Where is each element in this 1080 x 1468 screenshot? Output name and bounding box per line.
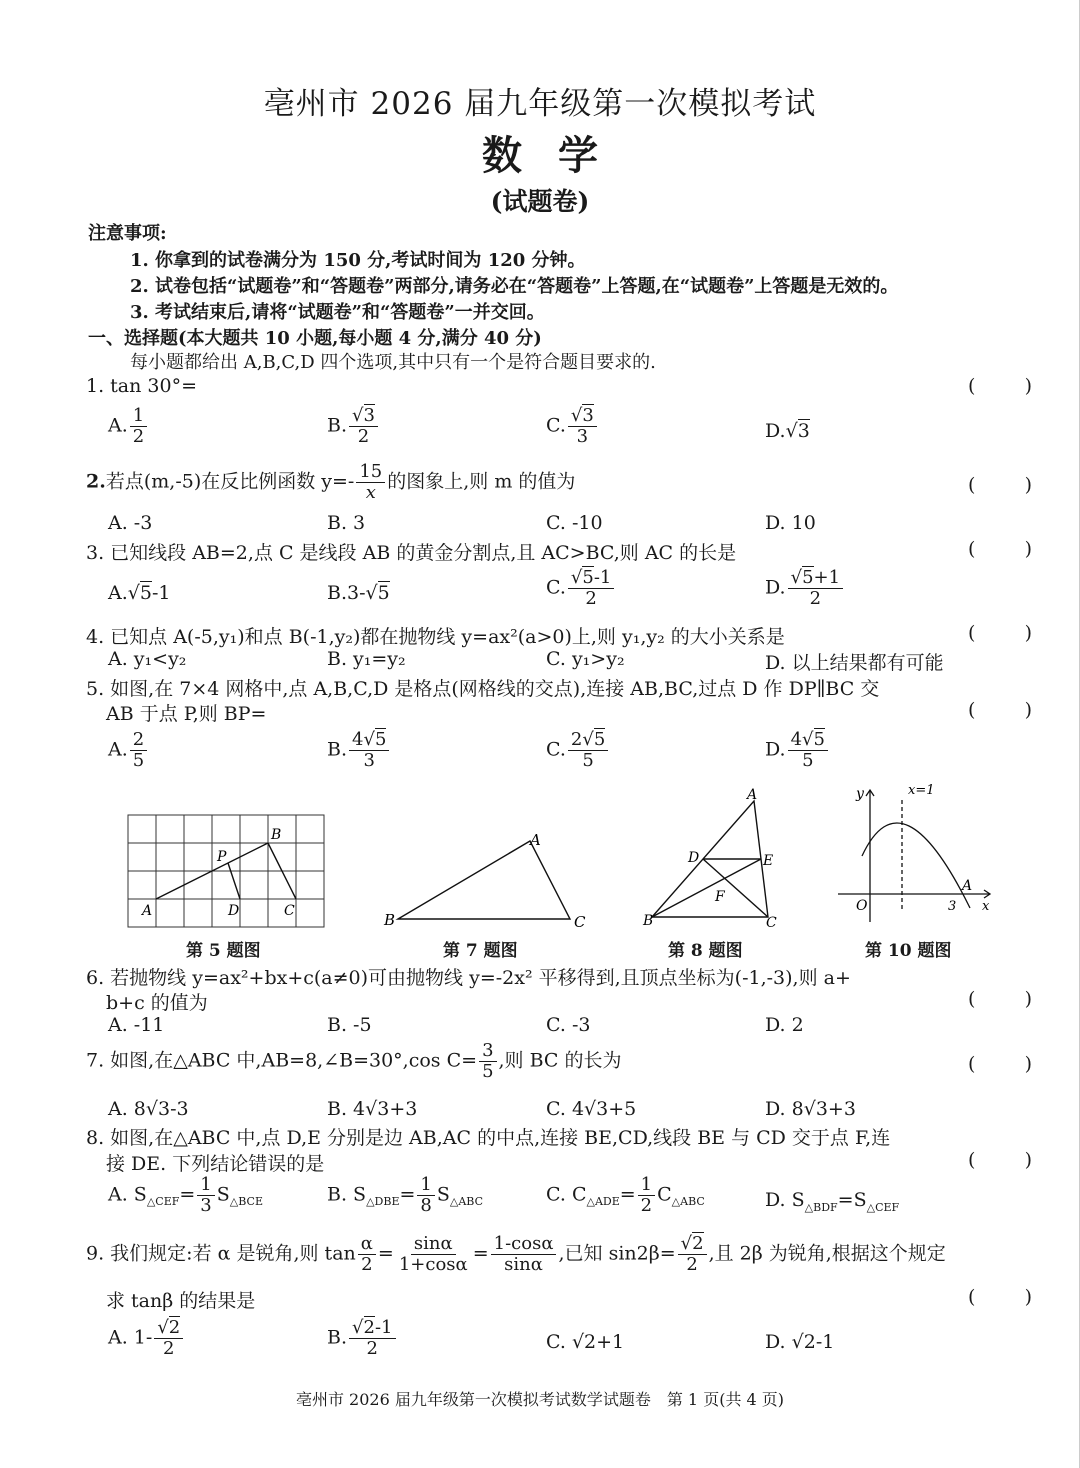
q8-stem-line2: 接 DE. 下列结论错误的是 [106, 1153, 325, 1175]
q4-answer-paren: ( ) [968, 622, 1032, 644]
q9-option-c: C. √2+1 [546, 1331, 625, 1353]
paper-type: (试题卷) [490, 187, 590, 216]
fig8-segment-be [652, 859, 761, 917]
fig10-label-o: O [856, 898, 868, 914]
fig8-label-a: A [747, 787, 758, 803]
fig10-parabola-curve [862, 823, 973, 908]
q1-option-c: C. $\frac{√3}{3}$ [546, 406, 599, 447]
q7-option-c: C. 4√3+5 [546, 1098, 637, 1120]
q2-option-a: A. -3 [108, 512, 153, 534]
q6-option-b: B. -5 [327, 1014, 372, 1036]
q8-option-a: A. $S_{\triangle CEF}=$ $\frac{1}{3}$ $S_{\triangle BCE}$ [108, 1174, 263, 1216]
q4-option-d: D. 以上结果都有可能 [765, 652, 944, 674]
q2-option-b: B. 3 [327, 512, 366, 534]
fig5-label-b: B [271, 827, 282, 843]
fig10-label-a: A [962, 878, 973, 894]
q2-stem: 2.若点(m,-5)在反比例函数 y=- $\frac{15}{x}$ 的图象上,则 m 的值为 [86, 461, 576, 503]
fig10-label-y: y [856, 786, 864, 802]
q5-stem-line2: AB 于点 P,则 BP= [106, 703, 267, 725]
q5-answer-paren: ( ) [968, 699, 1032, 721]
q6-answer-paren: ( ) [968, 988, 1032, 1010]
notice-item-2: 2. 试卷包括“试题卷”和“答题卷”两部分,请务必在“答题卷”上答题,在“试题卷”上答题是无效的。 [130, 276, 899, 297]
fig7-triangle-abc [398, 841, 570, 919]
q7-option-a: A. 8√3-3 [108, 1098, 189, 1120]
q4-option-a: A. y₁<y₂ [108, 648, 187, 670]
notice-heading: 注意事项: [88, 223, 167, 244]
q3-answer-paren: ( ) [968, 538, 1032, 560]
fig7-triangle-figure [380, 825, 595, 930]
q1-stem: 1. tan 30°= [86, 375, 198, 397]
q3-stem: 3. 已知线段 AB=2,点 C 是线段 AB 的黄金分割点,且 AC>BC,则 AC 的长是 [86, 542, 737, 564]
q6-stem-line1: 6. 若抛物线 y=ax²+bx+c(a≠0)可由抛物线 y=-2x² 平移得到,且顶点坐标为(-1,-3),则 a+ [86, 967, 851, 989]
q8-stem-line1: 8. 如图,在△ABC 中,点 D,E 分别是边 AB,AC 的中点,连接 BE,CD,线段 BE 与 CD 交于点 F,连 [86, 1127, 891, 1149]
q1-answer-paren: ( ) [968, 375, 1032, 397]
fig8-label-c: C [766, 915, 777, 931]
q4-option-c: C. y₁>y₂ [546, 648, 625, 670]
section-heading: 一、选择题(本大题共 10 小题,每小题 4 分,满分 40 分) [88, 328, 542, 349]
q1-option-d: D.√3 [765, 420, 810, 442]
fig10-label-3: 3 [948, 899, 957, 914]
q7-option-d: D. 8√3+3 [765, 1098, 856, 1120]
q5-option-c: C. $\frac{2√5}{5}$ [546, 730, 610, 771]
q6-option-c: C. -3 [546, 1014, 591, 1036]
notice-item-1: 1. 你拿到的试卷满分为 150 分,考试时间为 120 分钟。 [130, 250, 586, 271]
q7-stem: 7. 如图,在△ABC 中,AB=8,∠B=30°,cos C= $\frac{3}{5}$ ,则 BC 的长为 [86, 1040, 622, 1082]
q7-option-b: B. 4√3+3 [327, 1098, 418, 1120]
q3-option-b: B.3-√5 [327, 582, 390, 604]
fig8-label-f: F [715, 889, 725, 905]
q5-option-b: B. $\frac{4√5}{3}$ [327, 730, 391, 771]
fig5-label-a: A [142, 903, 153, 919]
exam-title: 亳州市 2026 届九年级第一次模拟考试 [263, 86, 817, 122]
q1-option-b: B. $\frac{√3}{2}$ [327, 406, 380, 447]
q5-stem-line1: 5. 如图,在 7×4 网格中,点 A,B,C,D 是格点(网格线的交点),连接 AB,BC,过点 D 作 DP∥BC 交 [86, 678, 880, 700]
page-footer: 亳州市 2026 届九年级第一次模拟考试数学试题卷 第 1 页(共 4 页) [295, 1390, 785, 1409]
q8-option-c: C. $C_{\triangle ADE}=$ $\frac{1}{2}$ $C_{\triangle ABC}$ [546, 1174, 705, 1216]
notice-item-3: 3. 考试结束后,请将“试题卷”和“答题卷”一并交回。 [130, 302, 545, 323]
fig5-grid-figure [120, 805, 335, 930]
q9-option-b: B. $\frac{√2-1}{2}$ [327, 1318, 398, 1359]
q9-option-d: D. √2-1 [765, 1331, 835, 1353]
fig5-caption: 第 5 题图 [186, 941, 261, 961]
subject-title: 数学 [482, 132, 634, 179]
q9-stem-line2: 求 tanβ 的结果是 [106, 1290, 256, 1312]
q8-option-b: B. $S_{\triangle DBE}=$ $\frac{1}{8}$ $S_{\triangle ABC}$ [327, 1174, 483, 1216]
q3-option-a: A.√5-1 [108, 582, 171, 604]
q9-stem-line1: 9. 我们规定:若 α 是锐角,则 tan $\frac{\alpha}{2}$ = $\frac{\sin\alpha}{1+\cos\alpha}$ = $\frac{1-\cos\alpha}{\sin\alpha}$ ,已知 sin2β= $\frac{√2}{2}$ ,且 2β 为锐角,根据这个规定 [86, 1233, 946, 1275]
fig8-caption: 第 8 题图 [668, 941, 743, 961]
q2-option-d: D. 10 [765, 512, 816, 534]
q9-answer-paren: ( ) [968, 1286, 1032, 1308]
fig5-label-c: C [284, 903, 295, 919]
fig5-label-d: D [228, 903, 240, 919]
q1-option-a: A. $\frac{1}{2}$ [108, 406, 149, 447]
q9-option-a: A. 1- $\frac{√2}{2}$ [108, 1318, 185, 1359]
q7-answer-paren: ( ) [968, 1053, 1032, 1075]
fig8-label-e: E [763, 853, 774, 869]
q2-answer-paren: ( ) [968, 474, 1032, 496]
fig8-label-b: B [643, 913, 654, 929]
fig10-label-x-eq-1: x=1 [908, 783, 935, 798]
fig7-label-b: B [384, 911, 396, 929]
q8-option-d: D. $S_{\triangle BDF}=S_{\triangle CEF}$ [765, 1189, 900, 1214]
q6-option-d: D. 2 [765, 1014, 804, 1036]
q8-answer-paren: ( ) [968, 1149, 1032, 1171]
fig5-label-p: P [217, 849, 227, 865]
q5-option-a: A. $\frac{2}{5}$ [108, 730, 149, 771]
fig7-label-c: C [574, 913, 586, 930]
fig5-segment-dp [228, 863, 240, 899]
fig7-caption: 第 7 题图 [443, 941, 518, 961]
fig8-segment-cd [703, 859, 768, 917]
q5-option-d: D. $\frac{4√5}{5}$ [765, 730, 830, 771]
fig8-label-d: D [688, 850, 700, 866]
q3-option-d: D. $\frac{√5+1}{2}$ [765, 568, 845, 609]
q2-option-c: C. -10 [546, 512, 603, 534]
q4-option-b: B. y₁=y₂ [327, 648, 406, 670]
fig8-triangle-figure [640, 785, 785, 933]
fig10-label-x: x [982, 899, 990, 914]
fig7-label-a: A [530, 831, 541, 849]
q6-option-a: A. -11 [108, 1014, 165, 1036]
fig10-caption: 第 10 题图 [865, 941, 952, 961]
q6-stem-line2: b+c 的值为 [106, 992, 208, 1014]
q4-stem: 4. 已知点 A(-5,y₁)和点 B(-1,y₂)都在抛物线 y=ax²(a>0)上,则 y₁,y₂ 的大小关系是 [86, 626, 785, 648]
fig10-parabola-figure [830, 778, 1000, 930]
section-instruction: 每小题都给出 A,B,C,D 四个选项,其中只有一个是符合题目要求的. [130, 352, 656, 373]
q3-option-c: C. $\frac{√5-1}{2}$ [546, 568, 616, 609]
